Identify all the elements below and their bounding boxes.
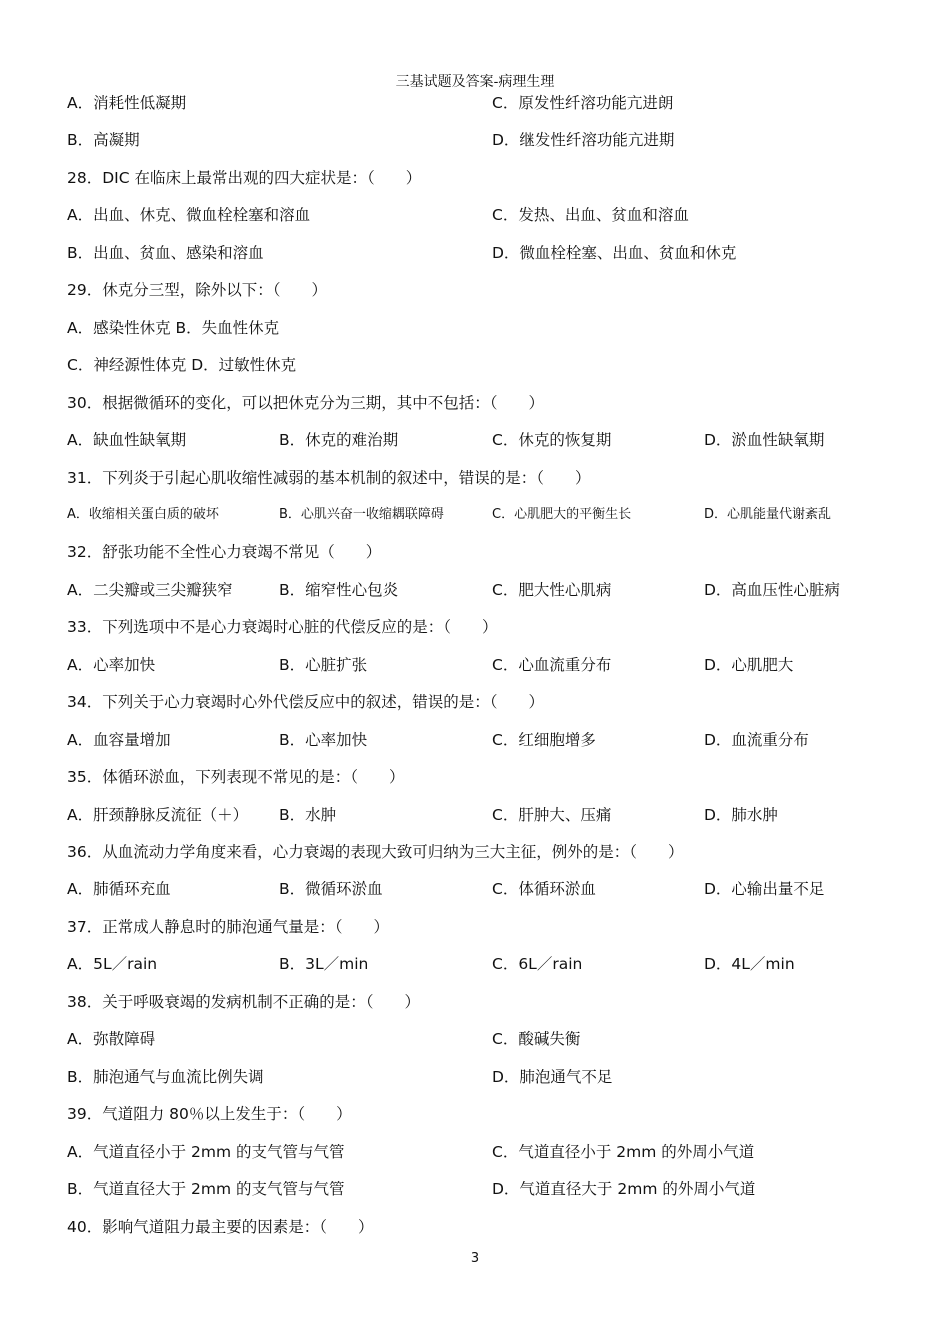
text-line [67, 1140, 887, 1164]
line-text: 32．舒张功能不全性心力衰竭不常见（ ） [67, 543, 382, 561]
option-text: B．微循环淤血 [279, 880, 383, 898]
option-text: C．发热、出血、贫血和溶血 [492, 206, 689, 224]
text-line [67, 877, 887, 901]
text-line [67, 203, 887, 227]
option-text: B．3L／min [279, 955, 369, 973]
option-text: D．血流重分布 [704, 731, 809, 749]
line-text: A．收缩相关蛋白质的破坏 [67, 507, 219, 522]
line-text: A．弥散障碍 [67, 1030, 156, 1048]
text-line [67, 578, 887, 602]
line-text: B．高凝期 [67, 131, 140, 149]
text-line [67, 1027, 887, 1051]
option-text: B．水肿 [279, 806, 337, 824]
option-text: C．酸碱失衡 [492, 1030, 581, 1048]
text-line [67, 166, 887, 190]
option-text: B．心脏扩张 [279, 656, 368, 674]
page-number: 3 [470, 1251, 480, 1266]
line-text: A．血容量增加 [67, 731, 171, 749]
text-line [67, 690, 887, 714]
text-line [67, 503, 887, 527]
text-line [67, 765, 887, 789]
option-text: D．心肌能量代谢紊乱 [704, 507, 832, 522]
line-text: 39．气道阻力 80％以上发生于：（ ） [67, 1105, 352, 1123]
line-text: 33．下列选项中不是心力衰竭时心脏的代偿反应的是：（ ） [67, 618, 498, 636]
text-line [67, 915, 887, 939]
option-text: C．气道直径小于 2mm 的外周小气道 [492, 1143, 755, 1161]
option-text: D．肺泡通气不足 [492, 1068, 613, 1086]
text-line [67, 428, 887, 452]
text-line [67, 353, 887, 377]
line-text: 35．体循环淤血，下列表现不常见的是：（ ） [67, 768, 405, 786]
option-text: B．心肌兴奋一收缩耦联障碍 [279, 507, 444, 522]
option-text: D．气道直径大于 2mm 的外周小气道 [492, 1180, 756, 1198]
line-text: A．消耗性低凝期 [67, 94, 187, 112]
text-line [67, 316, 887, 340]
text-line [67, 391, 887, 415]
option-text: D．肺水肿 [704, 806, 778, 824]
line-text: A．5L／rain [67, 955, 158, 973]
text-line [67, 952, 887, 976]
line-text: B．气道直径大于 2mm 的支气管与气管 [67, 1180, 345, 1198]
line-text: B．肺泡通气与血流比例失调 [67, 1068, 264, 1086]
option-text: D．4L／min [704, 955, 795, 973]
text-line [67, 1177, 887, 1201]
option-text: B．心率加快 [279, 731, 368, 749]
line-text: 38．关于呼吸衰竭的发病机制不正确的是：（ ） [67, 993, 420, 1011]
text-line [67, 803, 887, 827]
option-text: D．继发性纤溶功能亢进期 [492, 131, 675, 149]
line-text: A．二尖瓣或三尖瓣狭窄 [67, 581, 233, 599]
option-text: D．高血压性心脏病 [704, 581, 840, 599]
text-line [67, 1215, 887, 1239]
text-line [67, 653, 887, 677]
line-text: A．肺循环充血 [67, 880, 171, 898]
line-text: A．感染性休克 B．失血性休克 [67, 319, 280, 337]
option-text: D．淤血性缺氧期 [704, 431, 825, 449]
option-text: C．心血流重分布 [492, 656, 612, 674]
option-text: C．肝肿大、压痛 [492, 806, 612, 824]
option-text: D．微血栓栓塞、出血、贫血和休克 [492, 244, 737, 262]
line-text: A．心率加快 [67, 656, 156, 674]
text-line [67, 128, 887, 152]
line-text: A．肝颈静脉反流征（＋） [67, 806, 249, 824]
line-text: 40．影响气道阻力最主要的因素是：（ ） [67, 1218, 374, 1236]
option-text: B．缩窄性心包炎 [279, 581, 399, 599]
line-text: 28．DIC 在临床上最常出观的四大症状是：（ ） [67, 169, 422, 187]
text-line [67, 466, 887, 490]
option-text: C．休克的恢复期 [492, 431, 612, 449]
option-text: C．体循环淤血 [492, 880, 596, 898]
option-text: B．休克的难治期 [279, 431, 399, 449]
line-text: A．缺血性缺氧期 [67, 431, 187, 449]
line-text: 30．根据微循环的变化，可以把休克分为三期，其中不包括：（ ） [67, 394, 544, 412]
line-text: 37．正常成人静息时的肺泡通气量是：（ ） [67, 918, 389, 936]
text-line [67, 1102, 887, 1126]
page-header: 三基试题及答案-病理生理 [395, 74, 555, 90]
text-line [67, 278, 887, 302]
text-line [67, 1065, 887, 1089]
option-text: C．红细胞增多 [492, 731, 596, 749]
line-text: A．气道直径小于 2mm 的支气管与气管 [67, 1143, 345, 1161]
line-text: B．出血、贫血、感染和溶血 [67, 244, 264, 262]
text-line [67, 840, 887, 864]
option-text: C．肥大性心肌病 [492, 581, 612, 599]
text-line [67, 540, 887, 564]
text-line [67, 615, 887, 639]
line-text: 36．从血流动力学角度来看，心力衰竭的表现大致可归纳为三大主征，例外的是：（ ） [67, 843, 684, 861]
text-line [67, 728, 887, 752]
option-text: D．心输出量不足 [704, 880, 825, 898]
text-line [67, 990, 887, 1014]
line-text: 29．休克分三型，除外以下：（ ） [67, 281, 327, 299]
option-text: C．心肌肥大的平衡生长 [492, 507, 632, 522]
text-line [67, 241, 887, 265]
option-text: D．心肌肥大 [704, 656, 794, 674]
text-line [67, 91, 887, 115]
option-text: C．6L／rain [492, 955, 583, 973]
line-text: A．出血、休克、微血栓栓塞和溶血 [67, 206, 311, 224]
line-text: 34．下列关于心力衰竭时心外代偿反应中的叙述，错误的是：（ ） [67, 693, 544, 711]
line-text: 31．下列炎于引起心肌收缩性减弱的基本机制的叙述中，错误的是：（ ） [67, 469, 591, 487]
option-text: C．原发性纤溶功能亢进朗 [492, 94, 674, 112]
line-text: C．神经源性体克 D．过敏性休克 [67, 356, 297, 374]
